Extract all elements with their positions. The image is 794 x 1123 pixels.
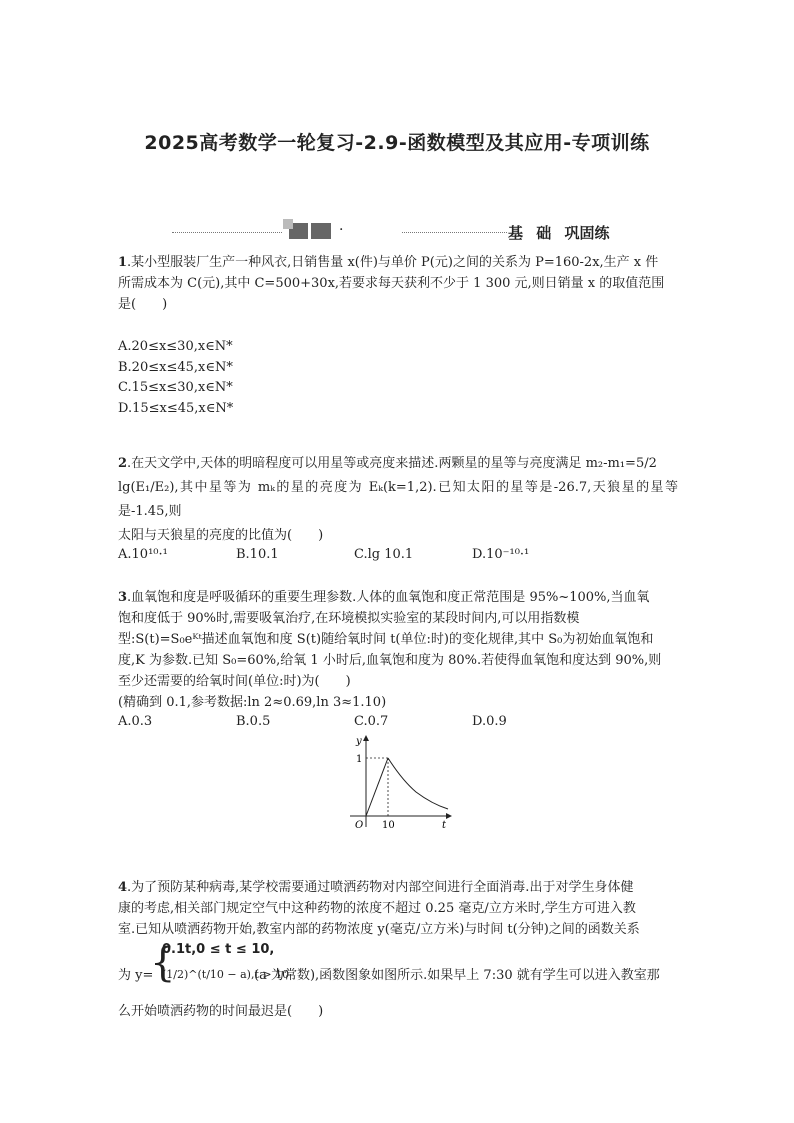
function-graph bbox=[336, 732, 456, 832]
y-axis-label: y bbox=[356, 736, 362, 747]
question-text: (精确到 0.1,参考数据:ln 2≈0.69,ln 3≈1.10) bbox=[118, 695, 387, 710]
page-title: 2025高考数学一轮复习-2.9-函数模型及其应用-专项训练 bbox=[144, 132, 650, 154]
options-row-q2 bbox=[118, 547, 638, 562]
options-row-q3 bbox=[118, 714, 638, 729]
question-text: 太阳与天狼星的亮度的比值为( ) bbox=[118, 528, 324, 543]
question-text: 型:S(t)=S₀eᴷᵗ描述血氧饱和度 S(t)随给氧时间 t(单位:时)的变化规律,其中 S₀为初始血氧饱和 bbox=[118, 632, 654, 647]
option-b: B.10.1 bbox=[236, 547, 279, 562]
option-b: B.0.5 bbox=[236, 714, 271, 729]
x-axis-label: t bbox=[442, 820, 447, 831]
dotted-divider-left bbox=[172, 232, 282, 233]
question-number: 1 bbox=[118, 255, 128, 270]
question-text: 是( ) bbox=[118, 297, 168, 312]
section-header bbox=[172, 218, 622, 246]
section-dot: · bbox=[339, 222, 344, 238]
dotted-divider-right bbox=[402, 232, 507, 233]
question-3 bbox=[118, 587, 678, 713]
option-c: C.15≤x≤30,x∈N* bbox=[118, 380, 233, 395]
question-number: 3 bbox=[118, 590, 128, 605]
question-number: 2 bbox=[118, 456, 128, 471]
question-text: lg(E₁/E₂),其中星等为 mₖ的星的亮度为 Eₖ(k=1,2).已知太阳的星等是-26.7,天狼星的星等是-1.45,则 bbox=[118, 480, 678, 519]
piecewise-case-2: (1/2)^(t/10 − a),t > 10 bbox=[162, 968, 290, 981]
question-text: .为了预防某种病毒,某学校需要通过喷洒药物对内部空间进行全面消毒.出于对学生身体健 bbox=[127, 880, 634, 895]
y-tick-label: 1 bbox=[356, 754, 363, 765]
decay-curve bbox=[388, 758, 448, 809]
option-a: A.20≤x≤30,x∈N* bbox=[118, 339, 233, 354]
option-d: D.15≤x≤45,x∈N* bbox=[118, 401, 234, 416]
option-b: B.20≤x≤45,x∈N* bbox=[118, 360, 233, 375]
section-label: 基 础 巩固练 bbox=[508, 224, 610, 242]
question-number: 4 bbox=[118, 880, 128, 895]
question-text: 康的考虑,相关部门规定空气中这种药物的浓度不超过 0.25 毫克/立方米时,学生方可进入教 bbox=[118, 901, 636, 916]
question-text: 饱和度低于 90%时,需要吸氧治疗,在环境模拟实验室的某段时间内,可以用指数模 bbox=[118, 611, 580, 626]
piecewise-case-1: 0.1t,0 ≤ t ≤ 10, bbox=[162, 942, 275, 957]
question-text: .某小型服装厂生产一种风衣,日销售量 x(件)与单价 P(元)之间的关系为 P=160-2x,生产 x 件 bbox=[127, 255, 659, 270]
question-text: 所需成本为 C(元),其中 C=500+30x,若要求每天获利不少于 1 300 元,则日销量 x 的取值范围 bbox=[118, 276, 665, 291]
question-text: 度,K 为参数.已知 S₀=60%,给氧 1 小时后,血氧饱和度为 80%.若使得血氧饱和度达到 90%,则 bbox=[118, 653, 662, 668]
option-d: D.0.9 bbox=[472, 714, 507, 729]
brace-icon: { bbox=[150, 940, 176, 986]
question-text: .血氧饱和度是呼吸循环的重要生理参数.人体的血氧饱和度正常范围是 95%~100%,当血氧 bbox=[127, 590, 650, 605]
question-text: .在天文学中,天体的明暗程度可以用星等或亮度来描述.两颗星的星等与亮度满足 m₂-m₁=5/2 bbox=[127, 456, 657, 471]
question-2 bbox=[118, 452, 678, 548]
question-text: (a 为常数),函数图象如图所示.如果早上 7:30 就有学生可以进入教室那 bbox=[254, 968, 660, 983]
option-a: A.0.3 bbox=[118, 714, 153, 729]
option-a: A.10¹⁰·¹ bbox=[118, 547, 168, 562]
option-c: C.0.7 bbox=[354, 714, 389, 729]
function-prefix: 为 y= bbox=[118, 968, 154, 983]
question-1 bbox=[118, 252, 678, 315]
piecewise-function bbox=[118, 940, 678, 992]
section-tag-icon bbox=[289, 223, 331, 239]
rising-segment bbox=[366, 758, 388, 816]
x-tick-label: 10 bbox=[382, 820, 395, 831]
question-text: 室.已知从喷洒药物开始,教室内部的药物浓度 y(毫克/立方米)与时间 t(分钟)之间的函数关系 bbox=[118, 922, 640, 937]
question-text: 么开始喷洒药物的时间最迟是( ) bbox=[118, 1004, 324, 1019]
question-text: 至少还需要的给氧时间(单位:时)为( ) bbox=[118, 674, 351, 689]
origin-label: O bbox=[355, 820, 364, 831]
question-4 bbox=[118, 877, 678, 940]
option-c: C.lg 10.1 bbox=[354, 547, 414, 562]
option-d: D.10⁻¹⁰·¹ bbox=[472, 547, 530, 562]
